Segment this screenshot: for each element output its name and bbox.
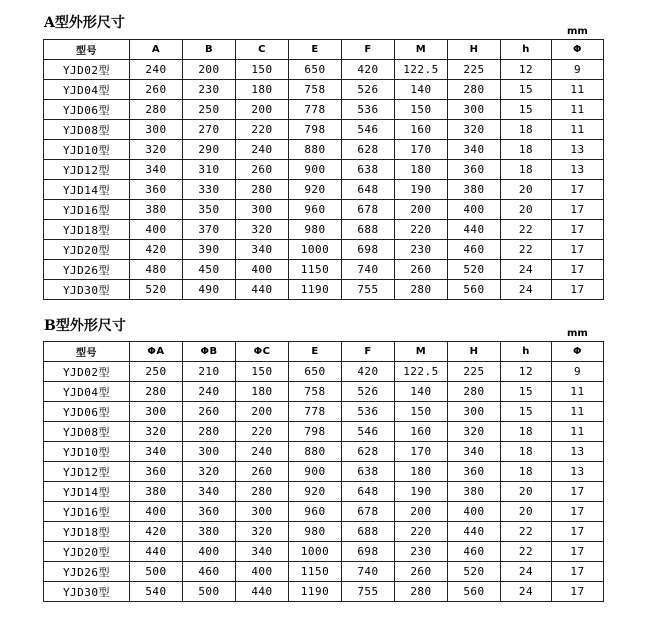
- table-row: [44, 60, 604, 80]
- dimension-cell: 240: [236, 442, 289, 462]
- dimension-cell: 200: [395, 502, 448, 522]
- section-b-title: B型外形尺寸: [44, 318, 126, 334]
- dimension-cell: 1000: [289, 542, 342, 562]
- dimension-cell: 300: [448, 402, 501, 422]
- model-cell: YJD20型: [44, 542, 130, 562]
- dimension-cell: 18: [501, 422, 552, 442]
- dimension-cell: 1150: [289, 562, 342, 582]
- dimension-cell: 400: [130, 220, 183, 240]
- dimension-cell: 460: [448, 542, 501, 562]
- dimension-cell: 150: [236, 362, 289, 382]
- column-header: 型号: [44, 40, 130, 60]
- dimension-cell: 698: [342, 542, 395, 562]
- dimension-cell: 755: [342, 582, 395, 602]
- dimension-cell: 18: [501, 120, 552, 140]
- dimension-cell: 320: [130, 422, 183, 442]
- dimension-cell: 11: [552, 402, 604, 422]
- dimension-cell: 260: [236, 160, 289, 180]
- dimension-cell: 340: [448, 140, 501, 160]
- dimension-cell: 880: [289, 442, 342, 462]
- dimension-cell: 20: [501, 200, 552, 220]
- dimension-cell: 798: [289, 422, 342, 442]
- dimension-cell: 778: [289, 402, 342, 422]
- table-row: [44, 402, 604, 422]
- dimension-cell: 688: [342, 522, 395, 542]
- dimension-cell: 190: [395, 482, 448, 502]
- dimension-cell: 280: [448, 382, 501, 402]
- dimension-cell: 648: [342, 180, 395, 200]
- table-row: [44, 280, 604, 300]
- dimension-cell: 18: [501, 140, 552, 160]
- table-row: [44, 160, 604, 180]
- table-row: [44, 180, 604, 200]
- dimension-cell: 17: [552, 522, 604, 542]
- dimension-cell: 280: [183, 422, 236, 442]
- column-header: F: [342, 342, 395, 362]
- dimension-cell: 450: [183, 260, 236, 280]
- dimension-cell: 500: [130, 562, 183, 582]
- table-row: [44, 240, 604, 260]
- dimension-cell: 150: [395, 100, 448, 120]
- dimension-cell: 628: [342, 140, 395, 160]
- dimension-cell: 340: [236, 542, 289, 562]
- model-cell: YJD04型: [44, 80, 130, 100]
- dimension-cell: 536: [342, 402, 395, 422]
- table-row: [44, 260, 604, 280]
- dimension-cell: 340: [448, 442, 501, 462]
- dimension-cell: 17: [552, 260, 604, 280]
- dimension-cell: 17: [552, 502, 604, 522]
- dimension-cell: 320: [448, 422, 501, 442]
- column-header: ΦC: [236, 342, 289, 362]
- dimension-cell: 960: [289, 200, 342, 220]
- dimension-cell: 17: [552, 240, 604, 260]
- dimension-cell: 22: [501, 522, 552, 542]
- dimension-cell: 798: [289, 120, 342, 140]
- dimension-cell: 240: [130, 60, 183, 80]
- dimension-cell: 11: [552, 120, 604, 140]
- dimension-cell: 380: [448, 180, 501, 200]
- column-header: H: [448, 40, 501, 60]
- table-row: [44, 562, 604, 582]
- dimension-cell: 18: [501, 442, 552, 462]
- dimension-cell: 12: [501, 60, 552, 80]
- dimension-cell: 230: [183, 80, 236, 100]
- dimension-cell: 1190: [289, 280, 342, 300]
- dimension-cell: 11: [552, 100, 604, 120]
- dimension-cell: 22: [501, 220, 552, 240]
- model-cell: YJD14型: [44, 482, 130, 502]
- dimension-cell: 758: [289, 80, 342, 100]
- dimension-cell: 440: [236, 582, 289, 602]
- dimension-cell: 280: [395, 280, 448, 300]
- dimension-cell: 360: [183, 502, 236, 522]
- dimension-cell: 20: [501, 482, 552, 502]
- dimension-cell: 210: [183, 362, 236, 382]
- dimension-cell: 280: [236, 180, 289, 200]
- dimension-cell: 340: [130, 160, 183, 180]
- dimension-cell: 250: [183, 100, 236, 120]
- dimension-cell: 122.5: [395, 60, 448, 80]
- dimension-cell: 280: [130, 382, 183, 402]
- column-header: A: [130, 40, 183, 60]
- model-cell: YJD06型: [44, 402, 130, 422]
- dimension-cell: 20: [501, 180, 552, 200]
- dimension-cell: 180: [236, 382, 289, 402]
- dimension-cell: 15: [501, 80, 552, 100]
- dimension-cell: 11: [552, 422, 604, 442]
- dimension-cell: 230: [395, 542, 448, 562]
- table-row: [44, 120, 604, 140]
- dimension-cell: 220: [236, 422, 289, 442]
- dimension-cell: 330: [183, 180, 236, 200]
- dimension-cell: 220: [395, 522, 448, 542]
- dimension-cell: 390: [183, 240, 236, 260]
- table-row: [44, 582, 604, 602]
- dimension-cell: 648: [342, 482, 395, 502]
- dimension-cell: 200: [236, 402, 289, 422]
- table-row: [44, 482, 604, 502]
- dimension-cell: 900: [289, 160, 342, 180]
- model-cell: YJD30型: [44, 582, 130, 602]
- dimension-cell: 520: [448, 260, 501, 280]
- section-a-unit: mm: [567, 26, 588, 37]
- dimension-cell: 400: [130, 502, 183, 522]
- dimension-cell: 300: [236, 502, 289, 522]
- dimension-cell: 880: [289, 140, 342, 160]
- dimension-cell: 260: [183, 402, 236, 422]
- model-cell: YJD14型: [44, 180, 130, 200]
- column-header: E: [289, 40, 342, 60]
- dimension-cell: 650: [289, 60, 342, 80]
- model-cell: YJD08型: [44, 120, 130, 140]
- model-cell: YJD30型: [44, 280, 130, 300]
- dimension-cell: 546: [342, 120, 395, 140]
- column-header: C: [236, 40, 289, 60]
- dimension-cell: 420: [130, 240, 183, 260]
- dimension-cell: 180: [395, 462, 448, 482]
- dimension-cell: 360: [448, 462, 501, 482]
- dimension-cell: 778: [289, 100, 342, 120]
- dimension-cell: 360: [130, 180, 183, 200]
- model-cell: YJD08型: [44, 422, 130, 442]
- dimension-cell: 260: [130, 80, 183, 100]
- section-a-title: A型外形尺寸: [44, 15, 125, 31]
- dimension-cell: 340: [183, 482, 236, 502]
- dimension-cell: 11: [552, 80, 604, 100]
- column-header: M: [395, 342, 448, 362]
- dimension-cell: 526: [342, 382, 395, 402]
- dimension-cell: 280: [130, 100, 183, 120]
- table-row: [44, 100, 604, 120]
- model-cell: YJD06型: [44, 100, 130, 120]
- model-cell: YJD02型: [44, 60, 130, 80]
- dimension-cell: 200: [236, 100, 289, 120]
- dimension-cell: 400: [236, 260, 289, 280]
- column-header: E: [289, 342, 342, 362]
- dimension-cell: 13: [552, 140, 604, 160]
- model-cell: YJD10型: [44, 140, 130, 160]
- model-cell: YJD12型: [44, 462, 130, 482]
- dimension-cell: 18: [501, 160, 552, 180]
- dimension-cell: 225: [448, 362, 501, 382]
- table-row: [44, 502, 604, 522]
- table-row: [44, 542, 604, 562]
- dimension-cell: 280: [395, 582, 448, 602]
- model-cell: YJD18型: [44, 522, 130, 542]
- dimension-cell: 420: [342, 362, 395, 382]
- dimension-cell: 24: [501, 562, 552, 582]
- dimension-cell: 520: [448, 562, 501, 582]
- column-header: h: [501, 342, 552, 362]
- dimension-cell: 225: [448, 60, 501, 80]
- dimension-cell: 340: [236, 240, 289, 260]
- dimension-cell: 400: [448, 200, 501, 220]
- dimension-cell: 500: [183, 582, 236, 602]
- dimension-cell: 560: [448, 280, 501, 300]
- dimension-cell: 300: [448, 100, 501, 120]
- dimension-cell: 160: [395, 422, 448, 442]
- dimension-cell: 400: [236, 562, 289, 582]
- dimension-cell: 360: [130, 462, 183, 482]
- model-cell: YJD10型: [44, 442, 130, 462]
- dimension-cell: 170: [395, 442, 448, 462]
- dimension-cell: 1190: [289, 582, 342, 602]
- column-header: 型号: [44, 342, 130, 362]
- table-row: [44, 80, 604, 100]
- dimension-cell: 980: [289, 522, 342, 542]
- model-cell: YJD16型: [44, 200, 130, 220]
- dimension-cell: 460: [183, 562, 236, 582]
- dimension-cell: 150: [395, 402, 448, 422]
- dimension-cell: 220: [236, 120, 289, 140]
- dimension-cell: 300: [236, 200, 289, 220]
- dimension-cell: 310: [183, 160, 236, 180]
- dimension-cell: 740: [342, 562, 395, 582]
- table-row: [44, 200, 604, 220]
- dimension-cell: 440: [448, 220, 501, 240]
- dimension-cell: 380: [130, 482, 183, 502]
- dimension-cell: 320: [183, 462, 236, 482]
- dimension-cell: 22: [501, 542, 552, 562]
- dimension-cell: 17: [552, 562, 604, 582]
- dimension-cell: 22: [501, 240, 552, 260]
- table-row: [44, 140, 604, 160]
- dimension-cell: 240: [183, 382, 236, 402]
- dimension-cell: 180: [395, 160, 448, 180]
- dimension-cell: 540: [130, 582, 183, 602]
- dimension-cell: 24: [501, 280, 552, 300]
- dimension-cell: 380: [183, 522, 236, 542]
- dimension-cell: 270: [183, 120, 236, 140]
- dimension-cell: 17: [552, 582, 604, 602]
- model-cell: YJD20型: [44, 240, 130, 260]
- dimension-cell: 350: [183, 200, 236, 220]
- dimension-cell: 400: [448, 502, 501, 522]
- dimension-cell: 280: [448, 80, 501, 100]
- dimension-cell: 260: [236, 462, 289, 482]
- dimension-cell: 170: [395, 140, 448, 160]
- dimension-cell: 536: [342, 100, 395, 120]
- dimension-cell: 490: [183, 280, 236, 300]
- dimension-cell: 900: [289, 462, 342, 482]
- column-header: ΦB: [183, 342, 236, 362]
- model-cell: YJD16型: [44, 502, 130, 522]
- dimension-cell: 24: [501, 582, 552, 602]
- dimension-cell: 688: [342, 220, 395, 240]
- column-header: H: [448, 342, 501, 362]
- table-row: [44, 220, 604, 240]
- dimension-cell: 1000: [289, 240, 342, 260]
- dimension-cell: 150: [236, 60, 289, 80]
- dimension-cell: 758: [289, 382, 342, 402]
- dimension-cell: 300: [130, 120, 183, 140]
- dimension-cell: 380: [130, 200, 183, 220]
- dimension-cell: 380: [448, 482, 501, 502]
- dimension-cell: 15: [501, 402, 552, 422]
- section-b-dimension-table: [43, 341, 604, 602]
- section-a-dimension-table: [43, 39, 604, 300]
- dimension-cell: 13: [552, 442, 604, 462]
- dimension-cell: 200: [183, 60, 236, 80]
- dimension-cell: 140: [395, 80, 448, 100]
- table-row: [44, 462, 604, 482]
- dimension-cell: 17: [552, 542, 604, 562]
- dimension-cell: 260: [395, 260, 448, 280]
- dimension-cell: 160: [395, 120, 448, 140]
- table-row: [44, 362, 604, 382]
- dimension-cell: 17: [552, 280, 604, 300]
- dimension-cell: 638: [342, 462, 395, 482]
- dimension-cell: 13: [552, 160, 604, 180]
- dimension-cell: 17: [552, 200, 604, 220]
- dimension-cell: 300: [183, 442, 236, 462]
- dimension-cell: 24: [501, 260, 552, 280]
- dimension-cell: 320: [130, 140, 183, 160]
- dimension-cell: 980: [289, 220, 342, 240]
- dimension-cell: 526: [342, 80, 395, 100]
- table-row: [44, 422, 604, 442]
- table-row: [44, 442, 604, 462]
- dimension-cell: 480: [130, 260, 183, 280]
- column-header: M: [395, 40, 448, 60]
- column-header: F: [342, 40, 395, 60]
- dimension-cell: 12: [501, 362, 552, 382]
- dimension-cell: 122.5: [395, 362, 448, 382]
- dimension-cell: 460: [448, 240, 501, 260]
- table-header-row: [44, 342, 604, 362]
- dimension-cell: 420: [130, 522, 183, 542]
- dimension-cell: 280: [236, 482, 289, 502]
- dimension-cell: 546: [342, 422, 395, 442]
- dimension-cell: 17: [552, 220, 604, 240]
- column-header: h: [501, 40, 552, 60]
- dimension-cell: 290: [183, 140, 236, 160]
- dimension-cell: 15: [501, 100, 552, 120]
- dimension-cell: 698: [342, 240, 395, 260]
- dimension-cell: 11: [552, 382, 604, 402]
- dimension-cell: 1150: [289, 260, 342, 280]
- dimension-cell: 320: [448, 120, 501, 140]
- dimension-cell: 370: [183, 220, 236, 240]
- dimension-cell: 13: [552, 462, 604, 482]
- dimension-cell: 17: [552, 180, 604, 200]
- dimension-cell: 300: [130, 402, 183, 422]
- dimension-cell: 230: [395, 240, 448, 260]
- dimension-cell: 740: [342, 260, 395, 280]
- dimension-cell: 260: [395, 562, 448, 582]
- dimension-cell: 650: [289, 362, 342, 382]
- dimension-cell: 250: [130, 362, 183, 382]
- dimension-cell: 678: [342, 502, 395, 522]
- dimension-cell: 440: [448, 522, 501, 542]
- model-cell: YJD18型: [44, 220, 130, 240]
- dimension-cell: 628: [342, 442, 395, 462]
- dimension-cell: 440: [130, 542, 183, 562]
- dimension-cell: 15: [501, 382, 552, 402]
- dimension-cell: 340: [130, 442, 183, 462]
- table-row: [44, 522, 604, 542]
- model-cell: YJD12型: [44, 160, 130, 180]
- dimension-cell: 920: [289, 482, 342, 502]
- dimension-cell: 200: [395, 200, 448, 220]
- dimension-cell: 440: [236, 280, 289, 300]
- dimension-cell: 180: [236, 80, 289, 100]
- table-header-row: [44, 40, 604, 60]
- dimension-cell: 18: [501, 462, 552, 482]
- dimension-cell: 9: [552, 362, 604, 382]
- dimension-cell: 960: [289, 502, 342, 522]
- column-header: B: [183, 40, 236, 60]
- dimension-cell: 638: [342, 160, 395, 180]
- section-b-unit: mm: [567, 328, 588, 339]
- dimension-cell: 400: [183, 542, 236, 562]
- dimension-cell: 755: [342, 280, 395, 300]
- dimension-cell: 140: [395, 382, 448, 402]
- dimension-cell: 520: [130, 280, 183, 300]
- dimension-cell: 20: [501, 502, 552, 522]
- model-cell: YJD26型: [44, 562, 130, 582]
- dimension-cell: 560: [448, 582, 501, 602]
- model-cell: YJD26型: [44, 260, 130, 280]
- dimension-cell: 9: [552, 60, 604, 80]
- model-cell: YJD02型: [44, 362, 130, 382]
- dimension-cell: 17: [552, 482, 604, 502]
- dimension-cell: 220: [395, 220, 448, 240]
- dimension-cell: 678: [342, 200, 395, 220]
- dimension-cell: 320: [236, 220, 289, 240]
- column-header: Φ: [552, 342, 604, 362]
- dimension-cell: 190: [395, 180, 448, 200]
- column-header: Φ: [552, 40, 604, 60]
- dimension-cell: 240: [236, 140, 289, 160]
- table-row: [44, 382, 604, 402]
- model-cell: YJD04型: [44, 382, 130, 402]
- column-header: ΦA: [130, 342, 183, 362]
- dimension-cell: 420: [342, 60, 395, 80]
- dimension-cell: 360: [448, 160, 501, 180]
- dimension-cell: 320: [236, 522, 289, 542]
- dimension-cell: 920: [289, 180, 342, 200]
